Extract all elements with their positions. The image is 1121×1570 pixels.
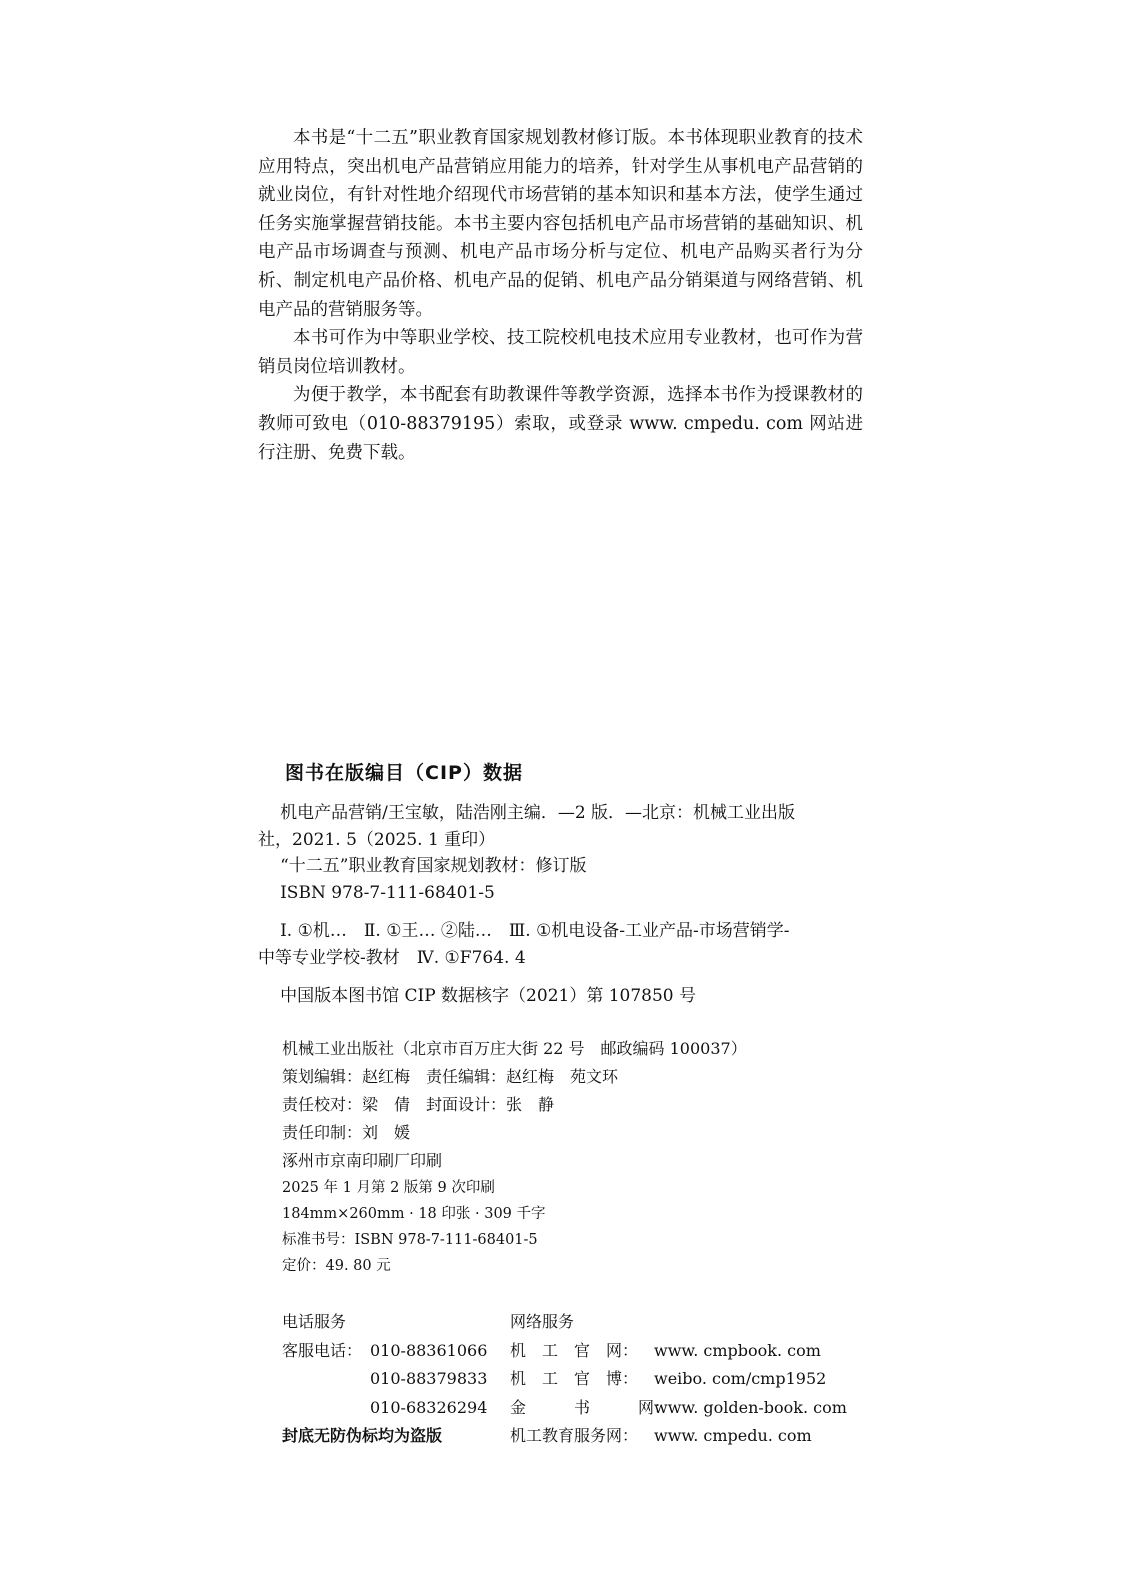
intro-text	[258, 124, 863, 467]
edition: 2025 年 1 月第 2 版第 9 次印刷	[282, 1180, 495, 1196]
web-url: www. cmpbook. com	[654, 1340, 821, 1360]
isbn: 标准书号：ISBN 978-7-111-68401-5	[282, 1232, 538, 1248]
web-label: 机 工 官 网：	[510, 1340, 639, 1360]
printing-manager: 责任印制：刘 媛	[282, 1123, 411, 1142]
web-label: 机工教育服务网：	[510, 1426, 639, 1446]
intro-paragraph: 为便于教学，本书配套有助教课件等教学资源，选择本书作为授课教材的教师可致电（010-88379195）索取，或登录 www. cmpedu. com 网站进行注册、免费下载。	[258, 385, 863, 463]
phone-number: 010-88361066	[370, 1340, 488, 1360]
phone-number: 010-68326294	[370, 1397, 488, 1417]
web-url: weibo. com/cmp1952	[654, 1369, 827, 1389]
web-label: 机 工 官 博：	[510, 1369, 639, 1389]
cip-line: 中等专业学校-教材 Ⅳ. ①F764. 4	[258, 947, 526, 968]
hotline-label: 客服电话：	[282, 1340, 363, 1360]
format: 184mm×260mm · 18 印张 · 309 千字	[282, 1206, 546, 1222]
cip-line: Ⅰ. ①机… Ⅱ. ①王… ②陆… Ⅲ. ①机电设备-工业产品-市场营销学-	[280, 921, 790, 941]
imprint	[282, 1035, 882, 1279]
web-url: www. golden-book. com	[654, 1397, 847, 1417]
printer: 涿州市京南印刷厂印刷	[282, 1151, 443, 1170]
web-label: 金 书 网：	[510, 1397, 671, 1417]
publisher: 机械工业出版社（北京市百万庄大街 22 号 邮政编码 100037）	[282, 1039, 747, 1058]
web-url: www. cmpedu. com	[654, 1426, 812, 1446]
intro-paragraph: 本书是“十二五”职业教育国家规划教材修订版。本书体现职业教育的技术应用特点，突出机电产品营销应用能力的培养，针对学生从事机电产品营销的就业岗位，有针对性地介绍现代市场营销的基本知识和基本方法，使学生通过任务实施掌握营销技能。本书主要内容包括机电产品市场营销的基础知识、机电产品市场调查与预测、机电产品市场分析与定位、机电产品购买者行为分析、制定机电产品价格、机电产品的促销、机电产品分销渠道与网络营销、机电产品的营销服务等。	[258, 128, 863, 320]
phone-service-header: 电话服务	[282, 1312, 347, 1331]
anti-counterfeit-notice: 封底无防伪标均为盗版	[282, 1426, 443, 1446]
proofreader-cover-designer: 责任校对：梁 倩 封面设计：张 静	[282, 1095, 555, 1114]
intro-paragraph: 本书可作为中等职业学校、技工院校机电技术应用专业教材，也可作为营销员岗位培训教材。	[258, 328, 863, 377]
cip-title: 图书在版编目（CIP）数据	[285, 762, 523, 784]
phone-number: 010-88379833	[370, 1369, 488, 1389]
cip-line: ISBN 978-7-111-68401-5	[280, 882, 495, 903]
cip-data	[258, 800, 868, 1010]
cip-line: “十二五”职业教育国家规划教材：修订版	[280, 856, 587, 876]
editors: 策划编辑：赵红梅 责任编辑：赵红梅 苑文环	[282, 1067, 619, 1086]
cip-line: 中国版本图书馆 CIP 数据核字（2021）第 107850 号	[280, 986, 697, 1006]
cip-line: 社，2021. 5（2025. 1 重印）	[258, 829, 496, 850]
cip-line: 机电产品营销/王宝敏，陆浩刚主编．—2 版．—北京：机械工业出版	[280, 803, 796, 823]
web-service-header: 网络服务	[510, 1312, 575, 1331]
price: 定价：49. 80 元	[282, 1258, 391, 1274]
